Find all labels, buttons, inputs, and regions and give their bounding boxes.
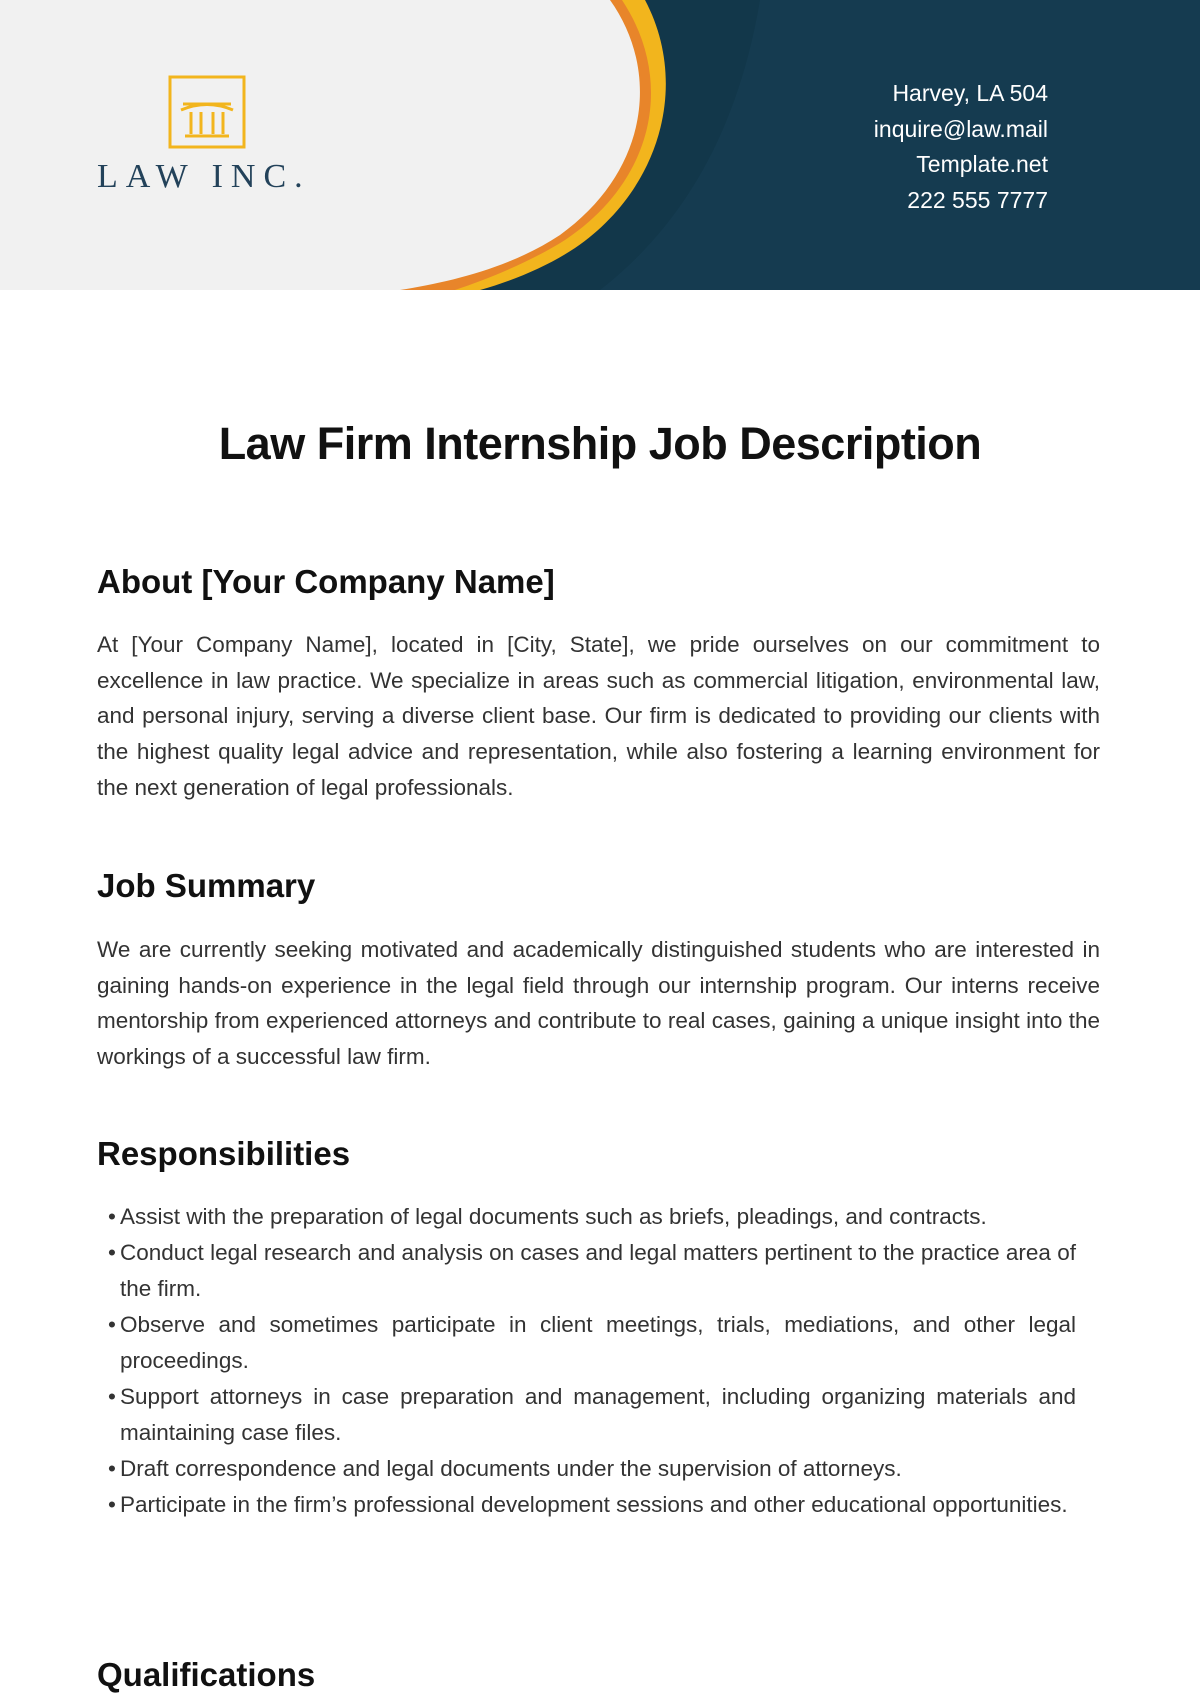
about-paragraph: At [Your Company Name], located in [City, State], we pride ourselves on our commitment to excellence in law practice. We specialize in areas such as commercial litigation, environmental law, and personal injury, serving a diverse client base. Our firm is dedicated to providing our clients with the highest quality legal advice and representation, while also fostering a learning environment for the next generation of legal professionals. [97,632,1100,800]
list-item [108,1451,1076,1487]
letterhead-header [0,0,1200,290]
list-item-text: Draft correspondence and legal documents under the supervision of attorneys. [120,1456,902,1481]
bullet: • [108,1312,116,1337]
bullet: • [108,1384,116,1409]
list-item [108,1235,1076,1307]
contact-phone: 222 555 7777 [907,186,1048,213]
bullet: • [108,1492,116,1517]
job-summary-heading: Job Summary [97,867,316,904]
list-item-text: Observe and sometimes participate in client meetings, trials, mediations, and other legal proceedings. [120,1312,1076,1373]
list-item-text: Support attorneys in case preparation and management, including organizing materials and maintaining case files. [120,1384,1076,1445]
job-summary-paragraph: We are currently seeking motivated and academically distinguished students who are interested in gaining hands-on experience in the legal field through our internship program. Our interns receive mentorship from experienced attorneys and contribute to real cases, gaining a unique insight into the workings of a successful law firm. [97,937,1100,1070]
bullet: • [108,1204,116,1229]
pillar-logo-icon [167,74,247,150]
responsibilities-heading: Responsibilities [97,1135,351,1172]
contact-website[interactable]: Template.net [916,151,1048,177]
document-title: Law Firm Internship Job Description [218,418,982,469]
qualifications-heading: Qualifications [97,1656,316,1693]
company-logo-text: LAW INC. [97,158,311,195]
list-item-text: Conduct legal research and analysis on cases and legal matters pertinent to the practice area of the firm. [120,1240,1076,1301]
list-item [108,1487,1076,1523]
about-heading: About [Your Company Name] [97,563,555,600]
contact-email[interactable]: inquire@law.mail [873,115,1048,142]
bullet: • [108,1240,116,1265]
list-item [108,1307,1076,1379]
list-item-text: Assist with the preparation of legal documents such as briefs, pleadings, and contracts. [120,1204,987,1229]
contact-address: Harvey, LA 504 [892,80,1048,106]
responsibilities-list [108,1199,1076,1523]
list-item-text: Participate in the firm’s professional development sessions and other educational opportunities. [120,1492,1068,1517]
bullet: • [108,1456,116,1481]
contact-block [874,76,1048,218]
list-item [108,1199,1076,1235]
list-item [108,1379,1076,1451]
